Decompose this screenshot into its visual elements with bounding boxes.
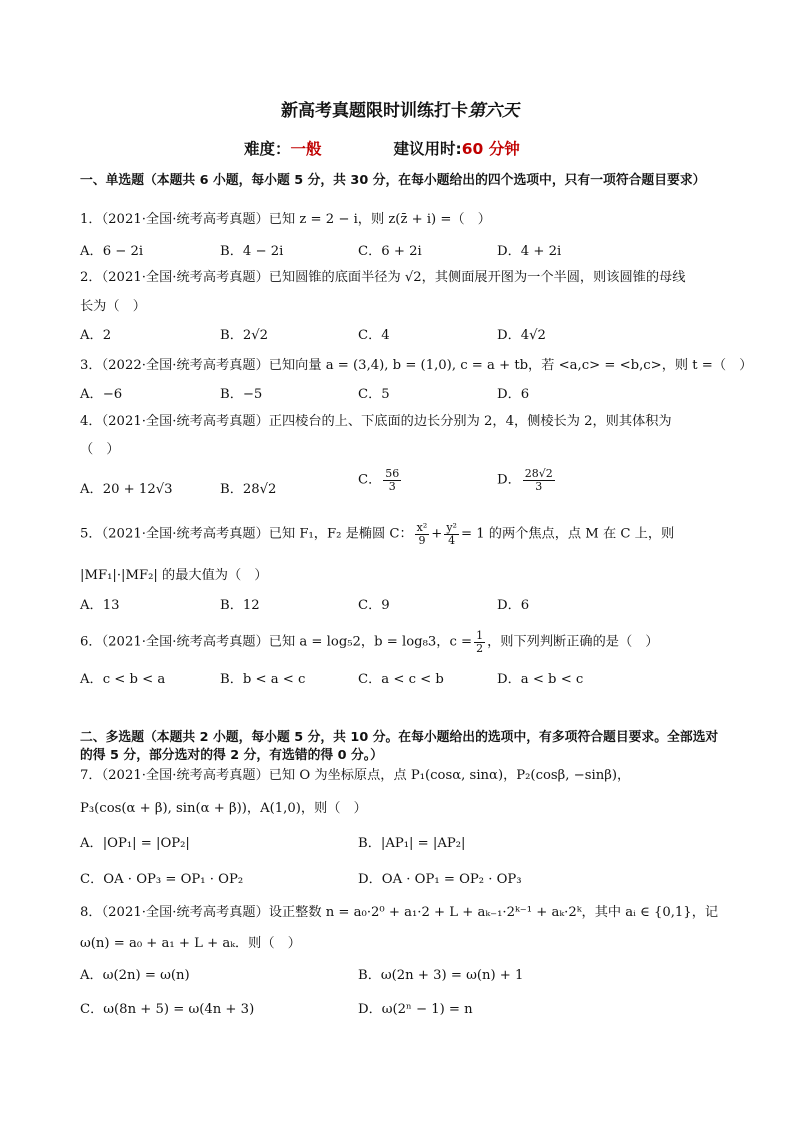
question-7-stem: 7．（2021·全国·统考高考真题）已知 O 为坐标原点，点 P₁(cosα, sinα)，P₂(cosβ, −sinβ)， (80, 768, 631, 783)
q2-option-b[interactable]: B．2√2 (220, 328, 269, 343)
q7-option-a[interactable]: A．|OP₁| = |OP₂| (80, 836, 190, 851)
q5-option-b[interactable]: B．12 (220, 598, 260, 613)
q7-option-b[interactable]: B．|AP₁| = |AP₂| (358, 836, 466, 851)
q1-option-a[interactable]: A．6 − 2i (80, 244, 144, 259)
question-7-stem-cont: P₃(cos(α + β), sin(α + β))，A(1,0)，则（ ） (80, 801, 367, 816)
q7-option-d[interactable]: D．OA · OP₁ = OP₂ · OP₃ (358, 872, 522, 887)
q4-d-fraction: $\frac{28√2}{3}$ (524, 467, 553, 493)
q4-option-b[interactable]: B．28√2 (220, 482, 277, 497)
q6-c-fraction: $\frac{1}{2}$ (476, 629, 484, 655)
question-4-stem: 4．（2021·全国·统考高考真题）正四棱台的上、下底面的边长分别为 2，4，侧棱长为 2，则其体积为 (80, 414, 672, 429)
title-main: 新高考真题限时训练打卡 (281, 101, 468, 121)
q7-option-c[interactable]: C．OA · OP₃ = OP₁ · OP₂ (80, 872, 244, 887)
q8-option-b[interactable]: B．ω(2n + 3) = ω(n) + 1 (358, 968, 524, 983)
question-5-stem: 5．（2021·全国·统考高考真题）已知 F₁，F₂ 是椭圆 C： $\frac{\text{x²}}{9}$ + $\frac{\text{y²}}{4}$ = 1 的两个焦点，点 M 在 C 上，则 (80, 521, 675, 547)
q8-option-a[interactable]: A．ω(2n) = ω(n) (80, 968, 190, 983)
q2-option-d[interactable]: D．4√2 (497, 328, 546, 343)
q3-option-c[interactable]: C．5 (358, 387, 390, 402)
q3-option-d[interactable]: D．6 (497, 387, 530, 402)
q1-option-b[interactable]: B．4 − 2i (220, 244, 284, 259)
q5-option-a[interactable]: A．13 (80, 598, 120, 613)
title-day: 第六天 (468, 101, 519, 121)
q3-option-b[interactable]: B．−5 (220, 387, 263, 402)
q3-option-a[interactable]: A．−6 (80, 387, 123, 402)
subtitle-row (244, 137, 520, 159)
q5-option-c[interactable]: C．9 (358, 598, 390, 613)
question-8-stem-cont: ω(n) = a₀ + a₁ + L + aₖ．则（ ） (80, 936, 301, 951)
q6-option-d[interactable]: D．a < b < c (497, 672, 584, 687)
difficulty-label: 难度： (244, 140, 291, 158)
question-4-stem-cont: （ ） (80, 442, 120, 457)
q6-option-c[interactable]: C．a < c < b (358, 672, 444, 687)
q4-option-c[interactable]: C． $\frac{56}{3}$ (358, 467, 400, 493)
difficulty-value: 一般 (290, 140, 322, 158)
question-1-stem: 1．（2021·全国·统考高考真题）已知 z = 2 − i，则 z(z̄ + i) =（ ） (80, 212, 491, 227)
question-6-stem: 6．（2021·全国·统考高考真题）已知 a = log₅2，b = log₈3，c = $\frac{1}{2}$ ，则下列判断正确的是（ ） (80, 629, 659, 655)
question-3-stem: 3．（2022·全国·统考高考真题）已知向量 a = (3,4), b = (1,0), c = a + tb，若 <a,c> = <b,c>，则 t =（ ） (80, 358, 753, 373)
time-value: 60 分钟 (461, 140, 520, 158)
q4-option-d[interactable]: D． $\frac{28√2}{3}$ (497, 467, 553, 493)
section-1-heading: 一、单选题（本题共 6 小题，每小题 5 分，共 30 分，在每小题给出的四个选项中，只有一项符合题目要求） (80, 173, 706, 188)
question-2-stem: 2．（2021·全国·统考高考真题）已知圆锥的底面半径为 √2，其侧面展开图为一个半圆，则该圆锥的母线 (80, 270, 686, 285)
section-2-heading: 二、多选题（本题共 2 小题，每小题 5 分，共 10 分。在每小题给出的选项中，有多项符合题目要求。全部选对的得 5 分，部分选对的得 2 分，有选错的得 0 分。） (80, 730, 719, 763)
q5-y-fraction: $\frac{\text{y²}}{4}$ (446, 521, 457, 547)
question-2-stem-cont: 长为（ ） (80, 299, 146, 314)
question-8-stem: 8．（2021·全国·统考高考真题）设正整数 n = a₀·2⁰ + a₁·2 + L + aₖ₋₁·2ᵏ⁻¹ + aₖ·2ᵏ，其中 aᵢ ∈ {0,1}，记 (80, 905, 719, 920)
time-label: 建议用时: (393, 140, 462, 158)
question-5-stem-cont: |MF₁|·|MF₂| 的最大值为（ ） (80, 568, 268, 583)
q4-c-fraction: $\frac{56}{3}$ (385, 467, 400, 493)
q4-option-a[interactable]: A．20 + 12√3 (80, 482, 173, 497)
page-title (80, 96, 720, 121)
q1-option-d[interactable]: D．4 + 2i (497, 244, 562, 259)
q5-option-d[interactable]: D．6 (497, 598, 530, 613)
q2-option-c[interactable]: C．4 (358, 328, 390, 343)
q6-option-a[interactable]: A．c < b < a (80, 672, 166, 687)
q1-option-c[interactable]: C．6 + 2i (358, 244, 422, 259)
q5-x-fraction: $\frac{\text{x²}}{9}$ (416, 521, 428, 547)
q8-option-c[interactable]: C．ω(8n + 5) = ω(4n + 3) (80, 1002, 255, 1017)
q2-option-a[interactable]: A．2 (80, 328, 112, 343)
q8-option-d[interactable]: D．ω(2ⁿ − 1) = n (358, 1002, 473, 1017)
q6-option-b[interactable]: B．b < a < c (220, 672, 306, 687)
